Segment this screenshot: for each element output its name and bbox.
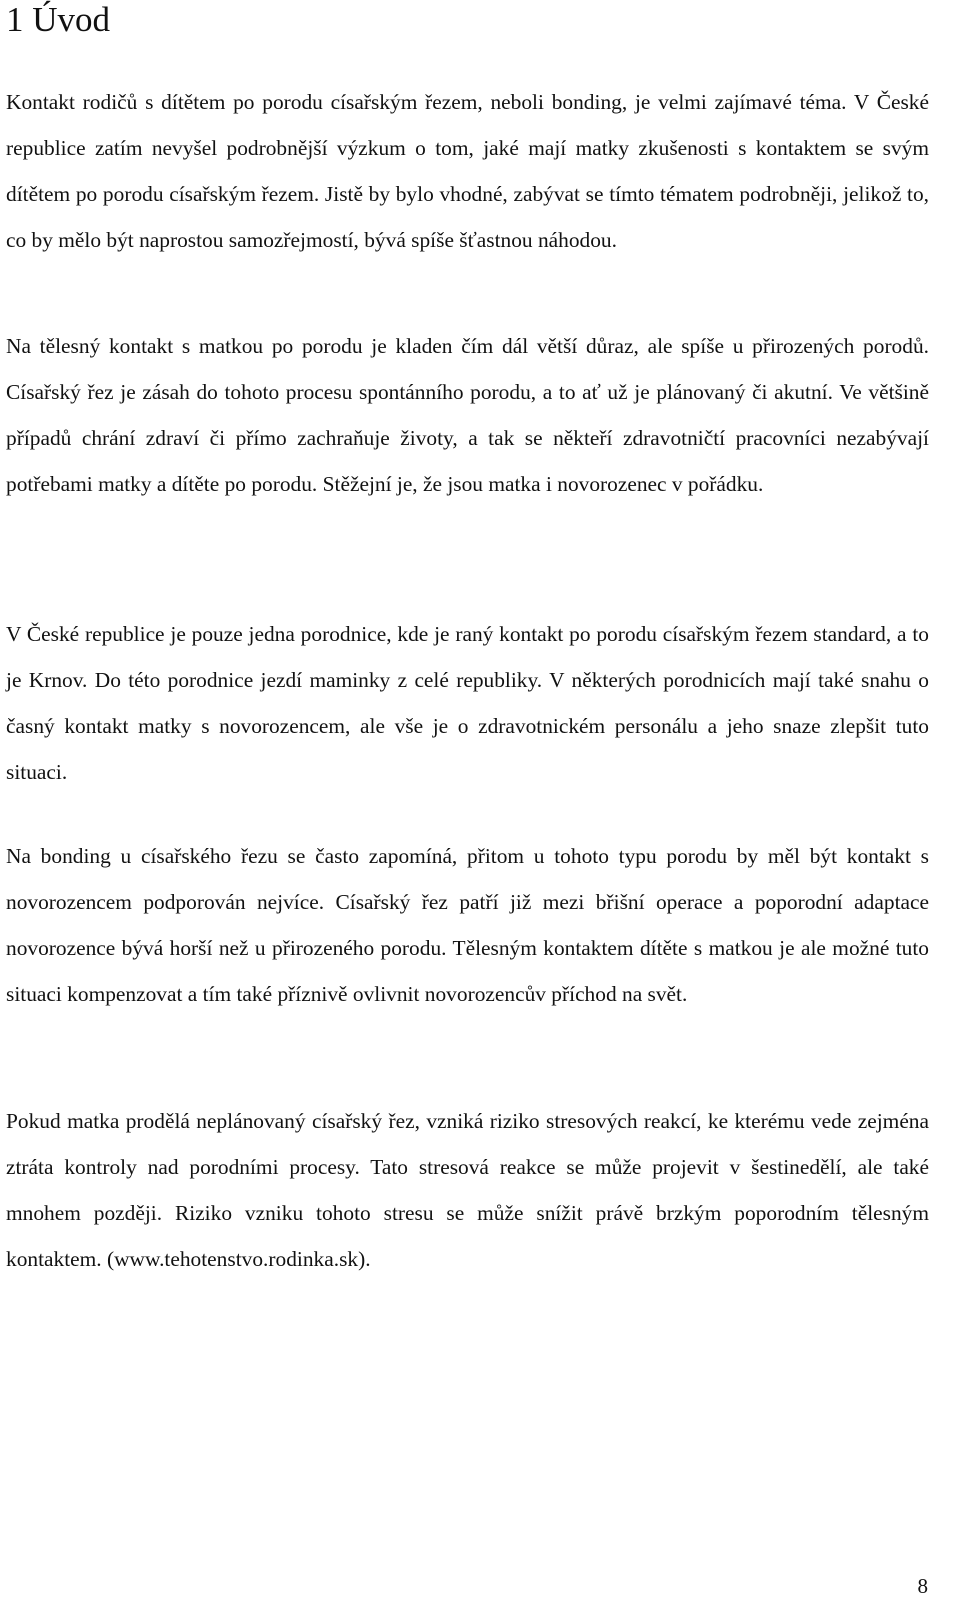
paragraph-4: Na bonding u císařského řezu se často zapomíná, přitom u tohoto typu porodu by měl být kontakt s novorozencem podporován nejvíce. Císařský řez patří již mezi břišní operace a poporodní adaptace novorozence bývá horší než u přirozeného porodu. Tělesným kontaktem dítěte s matkou je ale možné tuto situaci kompenzovat a tím také příznivě ovlivnit novorozencův příchod na svět. — [6, 844, 929, 1006]
page-number: 8 — [917, 1574, 928, 1598]
paragraph-1: Kontakt rodičů s dítětem po porodu císařským řezem, neboli bonding, je velmi zajímavé téma. V České republice zatím nevyšel podrobnější výzkum o tom, jaké mají matky zkušenosti s kontaktem se svým dítětem po porodu císařským řezem. Jistě by bylo vhodné, zabývat se tímto tématem podrobněji, jelikož to, co by mělo být naprostou samozřejmostí, bývá spíše šťastnou náhodou. — [6, 90, 929, 252]
paragraph-3: V České republice je pouze jedna porodnice, kde je raný kontakt po porodu císařským řezem standard, a to je Krnov. Do této porodnice jezdí maminky z celé republiky. V některých porodnicích mají také snahu o časný kontakt matky s novorozencem, ale vše je o zdravotnickém personálu a jeho snaze zlepšit tuto situaci. — [6, 622, 929, 784]
paragraph-5: Pokud matka prodělá neplánovaný císařský řez, vzniká riziko stresových reakcí, ke kterému vede zejména ztráta kontroly nad porodními procesy. Tato stresová reakce se může projevit v šestinedělí, ale také mnohem později. Riziko vzniku tohoto stresu se může snížit právě brzkým poporodním tělesným kontaktem. (www.tehotenstvo.rodinka.sk). — [6, 1109, 929, 1271]
paragraph-2: Na tělesný kontakt s matkou po porodu je kladen čím dál větší důraz, ale spíše u přirozených porodů. Císařský řez je zásah do tohoto procesu spontánního porodu, a to ať už je plánovaný či akutní. Ve většině případů chrání zdraví či přímo zachraňuje životy, a tak se někteří zdravotničtí pracovníci nezabývají potřebami matky a dítěte po porodu. Stěžejní je, že jsou matka i novorozenec v pořádku. — [6, 334, 929, 496]
section-heading: 1 Úvod — [6, 0, 111, 39]
